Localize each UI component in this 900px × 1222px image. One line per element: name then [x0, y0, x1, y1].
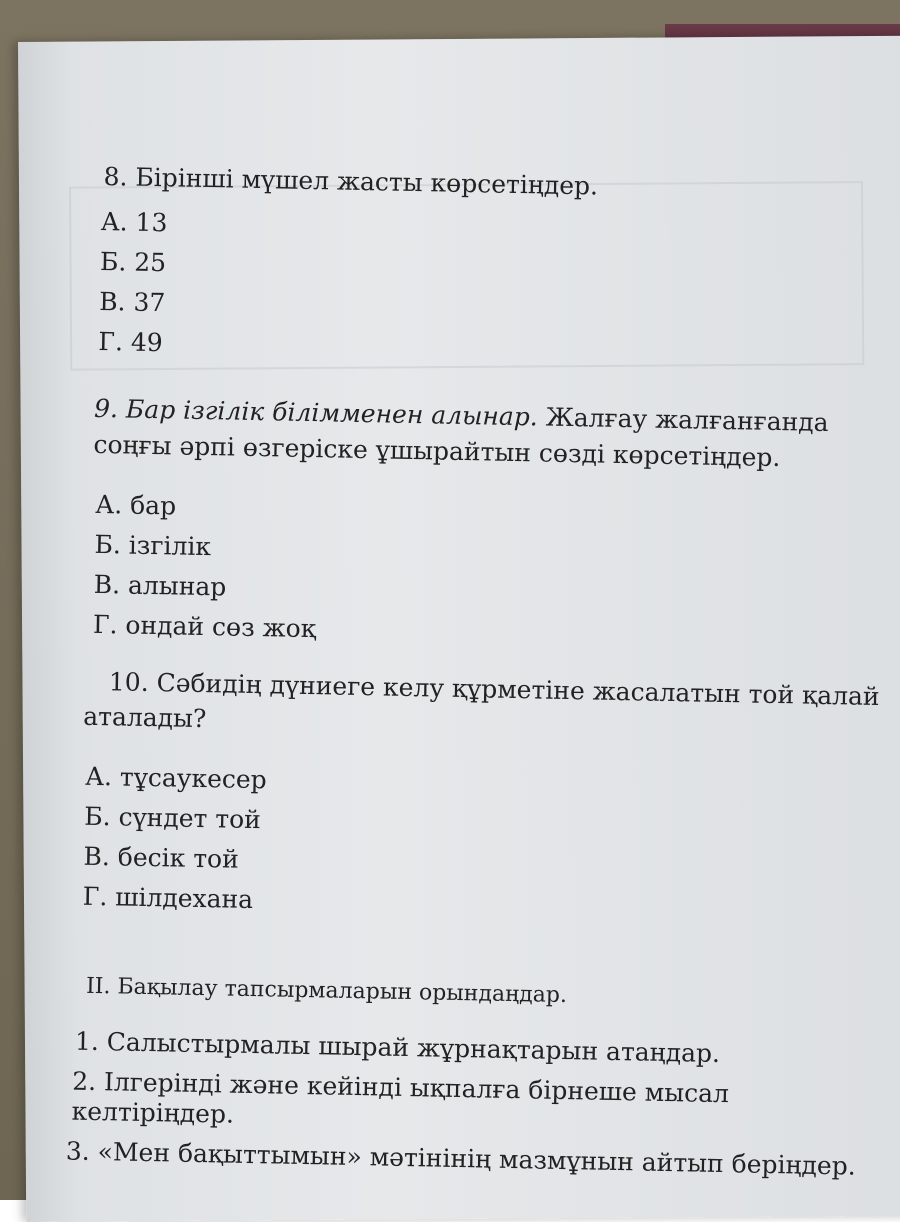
task-1: 1. Салыстырмалы шырай жұрнақтарын атаңдар. — [74, 1026, 721, 1069]
question-8-option-b: Б. 25 — [99, 246, 167, 278]
question-8: 8. Бірінші мүшел жасты көрсетіңдер. — [103, 162, 599, 201]
task-2: 2. Ілгерінді және кейінді ықпалға бірнеше мысал келтіріңдер. — [71, 1066, 730, 1129]
question-9-option-b: Б. ізгілік — [94, 529, 212, 562]
question-10-option-b: Б. сүндет той — [84, 801, 262, 835]
question-10-option-c: В. бесік той — [83, 841, 240, 874]
question-8-option-c: В. 37 — [98, 286, 166, 318]
question-10: 10. Сәбидің дүниеге келу құрметіне жасалатын той қалай — [108, 667, 880, 712]
question-9-option-d: Г. ондай сөз жоқ — [92, 609, 317, 644]
section-2-heading: II. Бақылау тапсырмаларын орындаңдар. — [85, 973, 568, 1009]
question-9-option-a: А. бар — [95, 489, 177, 521]
question-10-line-2: аталады? — [82, 701, 207, 734]
question-9-line-2: соңғы әрпі өзгеріске ұшырайтын сөзді көрсетіңдер. — [93, 429, 781, 473]
question-8-option-d: Г. 49 — [98, 326, 163, 358]
question-9-prompt: Жалғау жалғанғанда — [537, 402, 829, 437]
question-10-option-d: Г. шілдехана — [82, 881, 254, 915]
question-9-quote: 9. Бар ізгілік білімменен алынар. — [93, 393, 539, 432]
question-8-option-a: А. 13 — [100, 206, 168, 238]
question-9-option-c: В. алынар — [93, 569, 227, 602]
question-10-option-a: А. тұсаукесер — [84, 761, 267, 795]
task-3: 3. «Мен бақыттымын» мәтінінің мазмұнын айтып беріңдер. — [65, 1136, 856, 1181]
